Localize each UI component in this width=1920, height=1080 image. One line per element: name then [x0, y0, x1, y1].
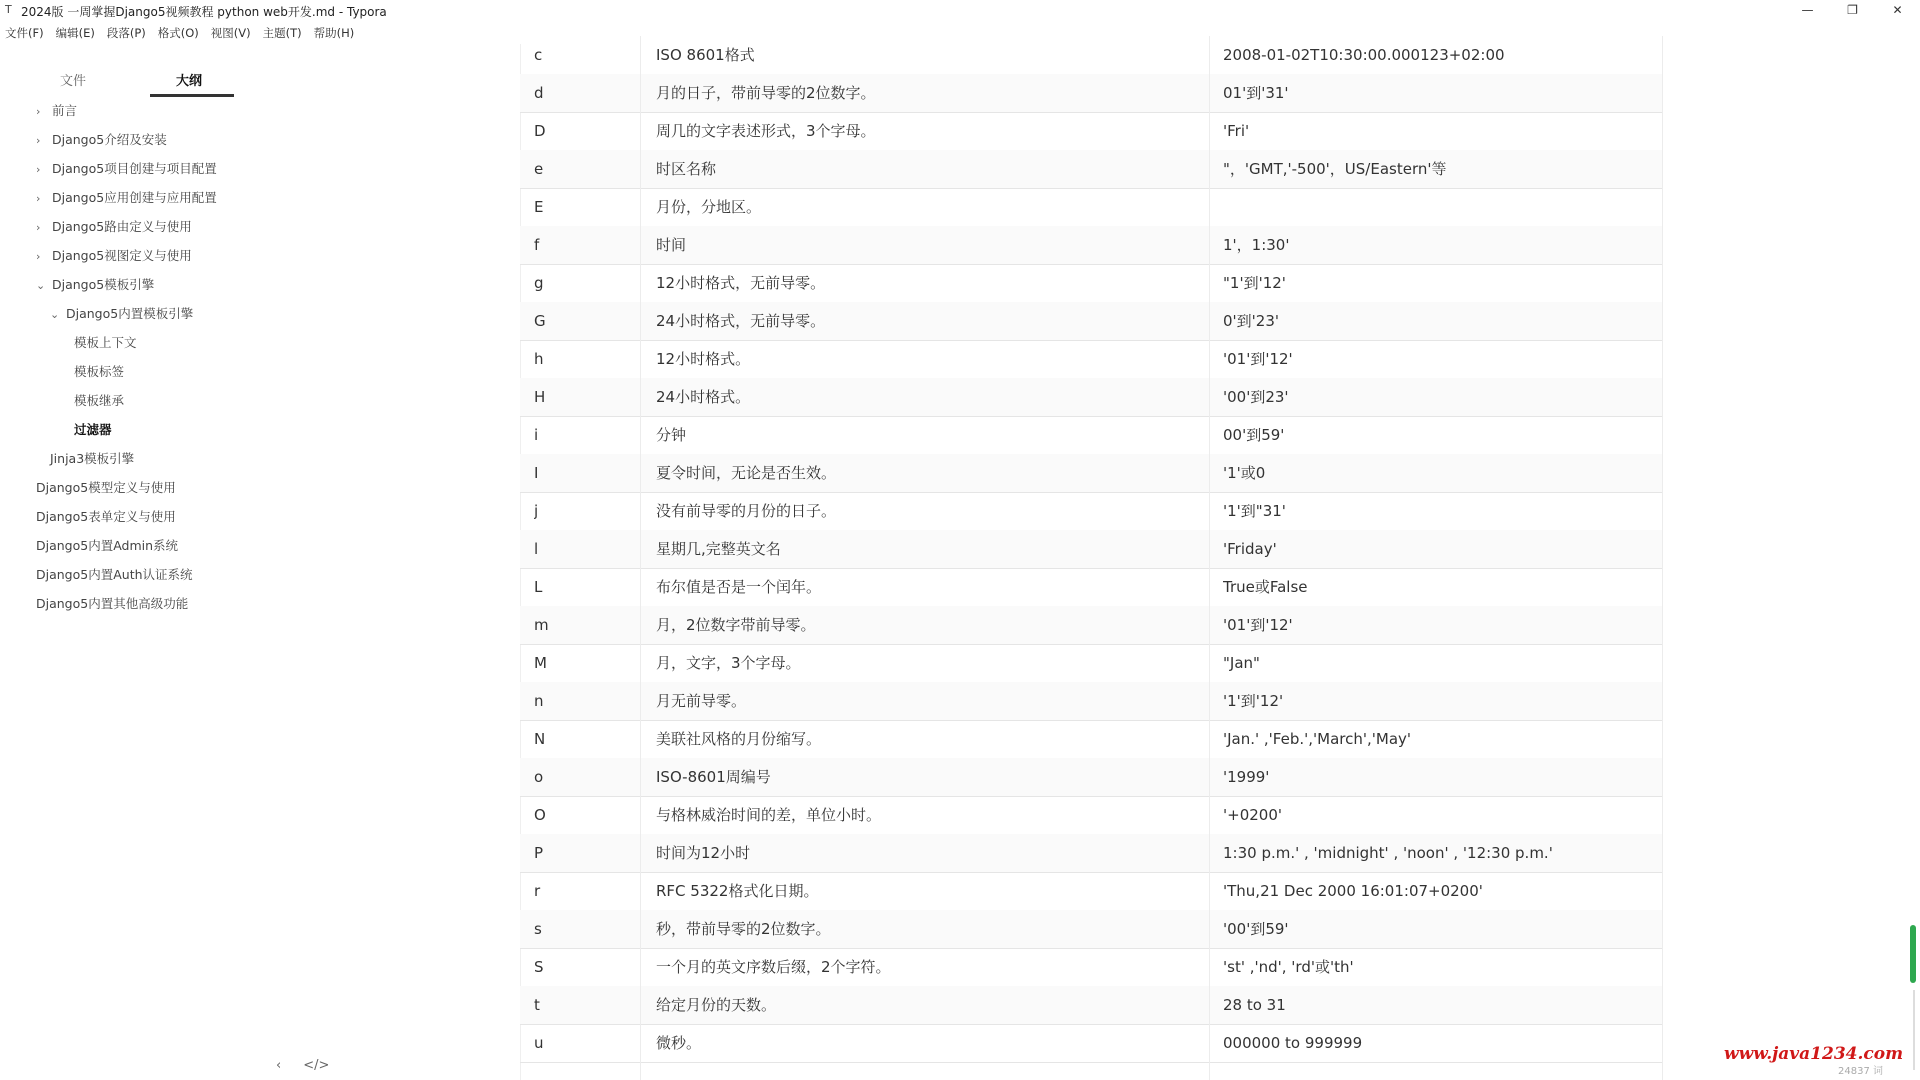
example-cell[interactable]: [1223, 188, 1653, 226]
table-row: [520, 454, 1662, 493]
description-cell[interactable]: 月，文字，3个字母。: [656, 654, 801, 672]
chevron-right-icon[interactable]: ›: [36, 163, 41, 176]
format-char-cell[interactable]: M: [534, 654, 547, 672]
outline-item[interactable]: [50, 448, 134, 470]
outline-item[interactable]: [36, 535, 178, 557]
format-char-cell[interactable]: D: [534, 122, 546, 140]
table-row: [520, 36, 1662, 75]
format-char-cell[interactable]: j: [534, 502, 539, 520]
format-char-cell[interactable]: E: [534, 198, 544, 216]
outline-item-label: Django5路由定义与使用: [52, 219, 192, 234]
outline-item-label: Django5内置Admin系统: [36, 538, 179, 553]
description-cell[interactable]: 24小时格式，无前导零。: [656, 312, 826, 330]
outline-item[interactable]: [36, 245, 192, 267]
example-cell[interactable]: '1'到'12': [1223, 692, 1284, 710]
format-char-cell[interactable]: h: [534, 350, 544, 368]
outline-item-label: Django5项目创建与项目配置: [52, 161, 217, 176]
source-code-mode-icon[interactable]: </>: [303, 1058, 330, 1073]
example-cell[interactable]: '00'到23': [1223, 388, 1289, 406]
outline-item-label: Django5介绍及安装: [52, 132, 167, 147]
format-char-cell[interactable]: e: [534, 160, 544, 178]
example-cell[interactable]: '01'到'12': [1223, 350, 1293, 368]
outline-item-label: 模板上下文: [74, 335, 137, 350]
example-cell[interactable]: True或False: [1223, 578, 1308, 596]
example-cell[interactable]: '1'或0: [1223, 464, 1266, 482]
format-char-cell[interactable]: P: [534, 844, 544, 862]
table-column-divider: [640, 36, 641, 1080]
format-char-cell[interactable]: s: [534, 920, 542, 938]
typora-app-icon: T: [5, 3, 12, 16]
example-cell[interactable]: 'Friday': [1223, 540, 1277, 558]
outline-item[interactable]: [74, 361, 124, 383]
example-cell[interactable]: "1'到'12': [1223, 274, 1286, 292]
outline-item[interactable]: [36, 129, 167, 151]
description-cell[interactable]: 微秒。: [656, 1034, 702, 1052]
format-char-cell[interactable]: O: [534, 806, 546, 824]
table-row: [520, 834, 1662, 873]
chevron-right-icon[interactable]: ›: [36, 250, 41, 263]
minimize-button[interactable]: —: [1801, 3, 1814, 17]
chevron-right-icon[interactable]: ›: [36, 134, 41, 147]
table-row: [520, 416, 1662, 455]
description-cell[interactable]: 分钟: [656, 426, 687, 444]
format-char-cell[interactable]: m: [534, 616, 549, 634]
description-cell[interactable]: 时间为12小时: [656, 844, 751, 862]
window-title: 2024版 一周掌握Django5视频教程 python web开发.md - Typora: [21, 5, 387, 19]
format-char-cell[interactable]: S: [534, 958, 544, 976]
outline-item-label: Django5视图定义与使用: [52, 248, 192, 263]
format-char-cell[interactable]: f: [534, 236, 540, 254]
example-cell[interactable]: 'Jan.' ,'Feb.','March','May': [1223, 730, 1412, 748]
description-cell[interactable]: ISO 8601格式: [656, 46, 755, 64]
outline-item-label: Django5模板引擎: [52, 277, 155, 292]
example-cell[interactable]: 'st' ,'nd', 'rd'或'th': [1223, 958, 1354, 976]
table-row: [520, 606, 1662, 645]
title-bar: [0, 0, 1920, 20]
outline-item-label: Jinja3模板引擎: [50, 451, 135, 466]
description-cell[interactable]: 夏令时间，无论是否生效。: [656, 464, 837, 482]
outline-item[interactable]: [74, 390, 124, 412]
sidebar-footer: [276, 1058, 329, 1073]
menu-file[interactable]: 文件(F): [5, 26, 44, 40]
description-cell[interactable]: 12小时格式。: [656, 350, 751, 368]
tab-outline[interactable]: 大纲: [176, 74, 203, 89]
outline-item-label: Django5模型定义与使用: [36, 480, 176, 495]
example-cell[interactable]: '1999': [1223, 768, 1270, 786]
outline-item[interactable]: [36, 187, 217, 209]
outline-item[interactable]: [36, 506, 176, 528]
outline-item-label: Django5表单定义与使用: [36, 509, 176, 524]
table-row: [520, 796, 1662, 835]
description-cell[interactable]: 12小时格式，无前导零。: [656, 274, 826, 292]
example-cell[interactable]: "，'GMT,'-500'，US/Eastern'等: [1223, 160, 1447, 178]
example-cell[interactable]: '01'到'12': [1223, 616, 1293, 634]
outline-item-label: 过滤器: [74, 422, 112, 437]
table-row: [520, 530, 1662, 569]
outline-item-label: Django5内置Auth认证系统: [36, 567, 193, 582]
format-char-cell[interactable]: i: [534, 426, 539, 444]
table-row: [520, 1024, 1662, 1063]
example-cell[interactable]: '00'到59': [1223, 920, 1289, 938]
format-char-cell[interactable]: o: [534, 768, 544, 786]
description-cell[interactable]: 时区名称: [656, 160, 717, 178]
menu-edit[interactable]: 编辑(E): [55, 26, 95, 40]
outline-item-label: Django5内置模板引擎: [66, 306, 194, 321]
table-row: [520, 74, 1662, 113]
description-cell[interactable]: 没有前导零的月份的日子。: [656, 502, 837, 520]
example-cell[interactable]: 'Fri': [1223, 122, 1250, 140]
table-row: [520, 302, 1662, 341]
editor-content[interactable]: [520, 36, 1920, 1080]
outline-item[interactable]: [36, 274, 154, 296]
example-cell[interactable]: 1:30 p.m.' , 'midnight' , 'noon' , '12:30 p.m.': [1223, 844, 1553, 862]
example-cell[interactable]: '1'到"31': [1223, 502, 1286, 520]
example-cell[interactable]: 28 to 31: [1223, 996, 1286, 1014]
watermark: www.java1234.com: [1724, 1044, 1904, 1064]
outline-item[interactable]: [36, 158, 217, 180]
format-char-cell[interactable]: n: [534, 692, 544, 710]
collapse-sidebar-icon[interactable]: ‹: [276, 1058, 282, 1073]
format-char-cell[interactable]: H: [534, 388, 546, 406]
sidebar-tabs: [0, 56, 520, 92]
example-cell[interactable]: 000000 to 999999: [1223, 1034, 1363, 1052]
description-cell[interactable]: 24小时格式。: [656, 388, 751, 406]
tab-files[interactable]: 文件: [60, 74, 87, 89]
window-controls: [1785, 0, 1920, 20]
chevron-right-icon[interactable]: ›: [36, 192, 41, 205]
table-column-divider: [1209, 36, 1210, 1080]
table-row: [520, 150, 1662, 189]
format-char-cell[interactable]: g: [534, 274, 544, 292]
description-cell[interactable]: 布尔值是否是一个闰年。: [656, 578, 822, 596]
example-cell[interactable]: 2008-01-02T10:30:00.000123+02:00: [1223, 46, 1505, 64]
table-row: [520, 948, 1662, 987]
table-row: [520, 264, 1662, 303]
maximize-button[interactable]: ❐: [1847, 3, 1858, 17]
outline-item[interactable]: [50, 303, 193, 325]
scrollbar-track[interactable]: [1913, 990, 1915, 1070]
table-row: [520, 568, 1662, 607]
description-cell[interactable]: 月无前导零。: [656, 692, 747, 710]
table-row: [520, 758, 1662, 797]
description-cell[interactable]: 时间: [656, 236, 687, 254]
description-cell[interactable]: 美联社风格的月份缩写。: [656, 730, 822, 748]
outline-item-label: 模板继承: [74, 393, 125, 408]
outline-item[interactable]: [36, 564, 193, 586]
description-cell[interactable]: 一个月的英文序数后缀，2个字符。: [656, 958, 891, 976]
example-cell[interactable]: 00'到59': [1223, 426, 1285, 444]
format-char-cell[interactable]: L: [534, 578, 543, 596]
chevron-right-icon[interactable]: ›: [36, 221, 41, 234]
description-cell[interactable]: 与格林威治时间的差，单位小时。: [656, 806, 882, 824]
table-row: [520, 682, 1662, 721]
description-cell[interactable]: 月的日子，带前导零的2位数字。: [656, 84, 876, 102]
sidebar: [0, 44, 520, 1080]
table-row: [520, 492, 1662, 531]
word-count[interactable]: 24837 词: [1838, 1066, 1883, 1077]
table-row: [520, 340, 1662, 379]
table-row: [520, 112, 1662, 151]
example-cell[interactable]: '+0200': [1223, 806, 1282, 824]
table-row: [520, 226, 1662, 265]
outline-item[interactable]: [36, 216, 192, 238]
outline-item-label: 模板标签: [74, 364, 125, 379]
outline-item-label: Django5应用创建与应用配置: [52, 190, 217, 205]
example-cell[interactable]: 'Thu,21 Dec 2000 16:01:07+0200': [1223, 882, 1483, 900]
chevron-down-icon[interactable]: ⌄: [36, 279, 46, 292]
example-cell[interactable]: 1'，1:30': [1223, 236, 1290, 254]
outline-item[interactable]: [36, 593, 188, 615]
table-row: [520, 910, 1662, 949]
menu-format[interactable]: 格式(O): [157, 26, 199, 40]
table-row: [520, 378, 1662, 417]
example-cell[interactable]: 01'到'31': [1223, 84, 1289, 102]
description-cell[interactable]: 月，2位数字带前导零。: [656, 616, 816, 634]
menu-theme[interactable]: 主题(T): [262, 26, 302, 40]
menu-paragraph[interactable]: 段落(P): [106, 26, 146, 40]
menu-help[interactable]: 帮助(H): [313, 26, 355, 40]
format-char-cell[interactable]: N: [534, 730, 546, 748]
scrollbar-thumb[interactable]: [1910, 925, 1916, 983]
outline-item[interactable]: [36, 477, 176, 499]
outline-item[interactable]: [36, 100, 77, 122]
table-row: [520, 872, 1662, 911]
table-row: [520, 188, 1662, 227]
description-cell[interactable]: 秒，带前导零的2位数字。: [656, 920, 831, 938]
outline-item-label: 前言: [52, 103, 78, 118]
active-tab-indicator: [150, 94, 234, 97]
format-char-cell[interactable]: c: [534, 46, 543, 64]
format-char-cell[interactable]: d: [534, 84, 544, 102]
outline-item[interactable]: [74, 332, 137, 354]
table-column-divider: [1662, 36, 1663, 1080]
format-char-cell[interactable]: I: [534, 464, 539, 482]
format-char-cell[interactable]: t: [534, 996, 540, 1014]
table-row: [520, 720, 1662, 759]
outline-item-label: Django5内置其他高级功能: [36, 596, 189, 611]
menu-view[interactable]: 视图(V): [210, 26, 251, 40]
table-row: [520, 644, 1662, 683]
outline-item[interactable]: [74, 419, 112, 441]
description-cell[interactable]: RFC 5322格式化日期。: [656, 882, 819, 900]
table-row: [520, 986, 1662, 1025]
chevron-down-icon[interactable]: ⌄: [50, 308, 60, 321]
example-cell[interactable]: "Jan": [1223, 654, 1260, 672]
close-button[interactable]: ✕: [1892, 3, 1903, 17]
menu-bar: [0, 22, 361, 42]
format-char-cell[interactable]: u: [534, 1034, 544, 1052]
description-cell[interactable]: 给定月份的天数。: [656, 996, 777, 1014]
example-cell[interactable]: 0'到'23': [1223, 312, 1280, 330]
chevron-right-icon[interactable]: ›: [36, 105, 41, 118]
description-cell[interactable]: 月份，分地区。: [656, 198, 762, 216]
format-char-cell[interactable]: l: [534, 540, 539, 558]
format-char-cell[interactable]: r: [534, 882, 541, 900]
description-cell[interactable]: 周几的文字表述形式，3个字母。: [656, 122, 876, 140]
description-cell[interactable]: ISO-8601周编号: [656, 768, 771, 786]
format-char-cell[interactable]: G: [534, 312, 546, 330]
description-cell[interactable]: 星期几,完整英文名: [656, 540, 781, 558]
